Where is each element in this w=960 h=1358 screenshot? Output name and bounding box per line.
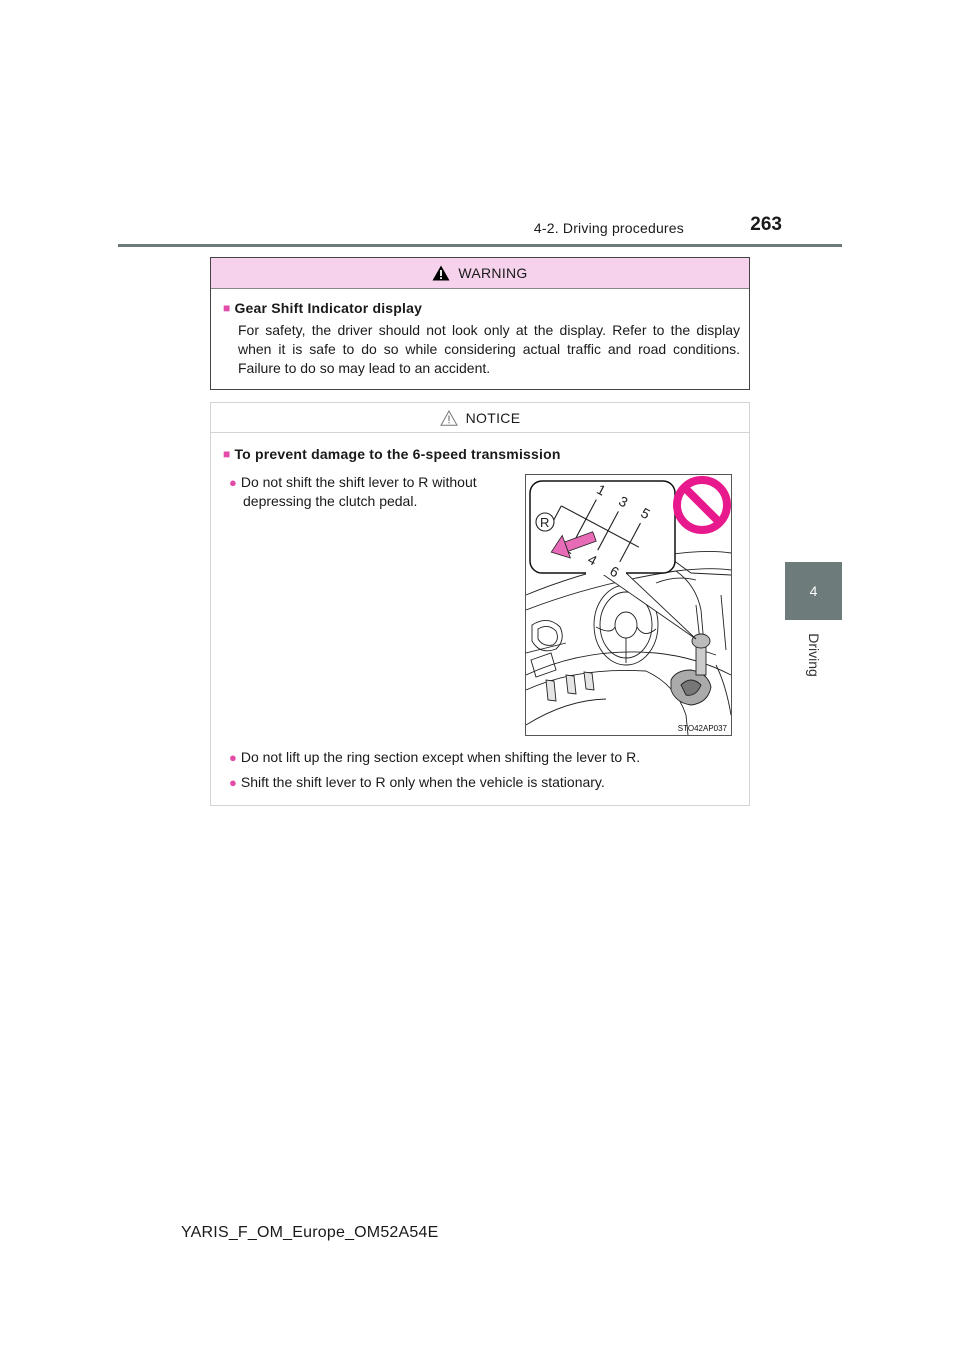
document-id: YARIS_F_OM_Europe_OM52A54E — [181, 1224, 439, 1241]
warning-body: For safety, the driver should not look only at the display. Refer to the display when it is safe to do so while considering actual traffic and road conditions. Failure to do so may lead to an accident. — [238, 322, 740, 376]
chapter-tab-label: Driving — [805, 633, 822, 677]
svg-text:1: 1 — [594, 480, 609, 499]
figure-code: STO42AP037 — [677, 724, 727, 733]
svg-text:3: 3 — [616, 492, 631, 511]
svg-text:6: 6 — [607, 562, 622, 581]
notice-bullet-2: ● Do not lift up the ring section except when shifting the lever to R. — [229, 749, 641, 765]
chapter-tab-number: 4 — [785, 562, 842, 620]
header-divider — [118, 244, 842, 247]
page-number: 263 — [750, 214, 782, 235]
round-bullet-icon: ● — [229, 750, 237, 765]
warning-box — [210, 257, 750, 390]
chapter-tab — [785, 620, 842, 690]
notice-bullet-3: ● Shift the shift lever to R only when the vehicle is stationary. — [229, 774, 605, 790]
notice-title: NOTICE — [465, 409, 521, 426]
shift-lever-illustration — [525, 474, 732, 736]
svg-text:4: 4 — [585, 550, 600, 569]
prohibition-icon — [677, 480, 727, 530]
round-bullet-icon: ● — [229, 475, 237, 490]
square-bullet-icon: ■ — [223, 447, 231, 461]
caution-outline-icon — [440, 410, 458, 426]
notice-bullet-1: ● Do not shift the shift lever to R without depressing the clutch pedal. — [229, 474, 477, 509]
round-bullet-icon: ● — [229, 775, 237, 790]
section-title: 4-2. Driving procedures — [533, 220, 684, 236]
svg-text:R: R — [540, 515, 550, 530]
warning-title: WARNING — [458, 265, 528, 281]
warning-header — [211, 258, 749, 289]
warning-icon — [432, 265, 450, 281]
svg-text:5: 5 — [638, 504, 653, 523]
notice-item-title: ■ To prevent damage to the 6-speed transmission — [223, 446, 561, 462]
warning-item-title: ■ Gear Shift Indicator display — [223, 300, 423, 316]
square-bullet-icon: ■ — [223, 301, 231, 315]
car-interior-illustration — [526, 475, 731, 735]
notice-header — [211, 403, 749, 433]
